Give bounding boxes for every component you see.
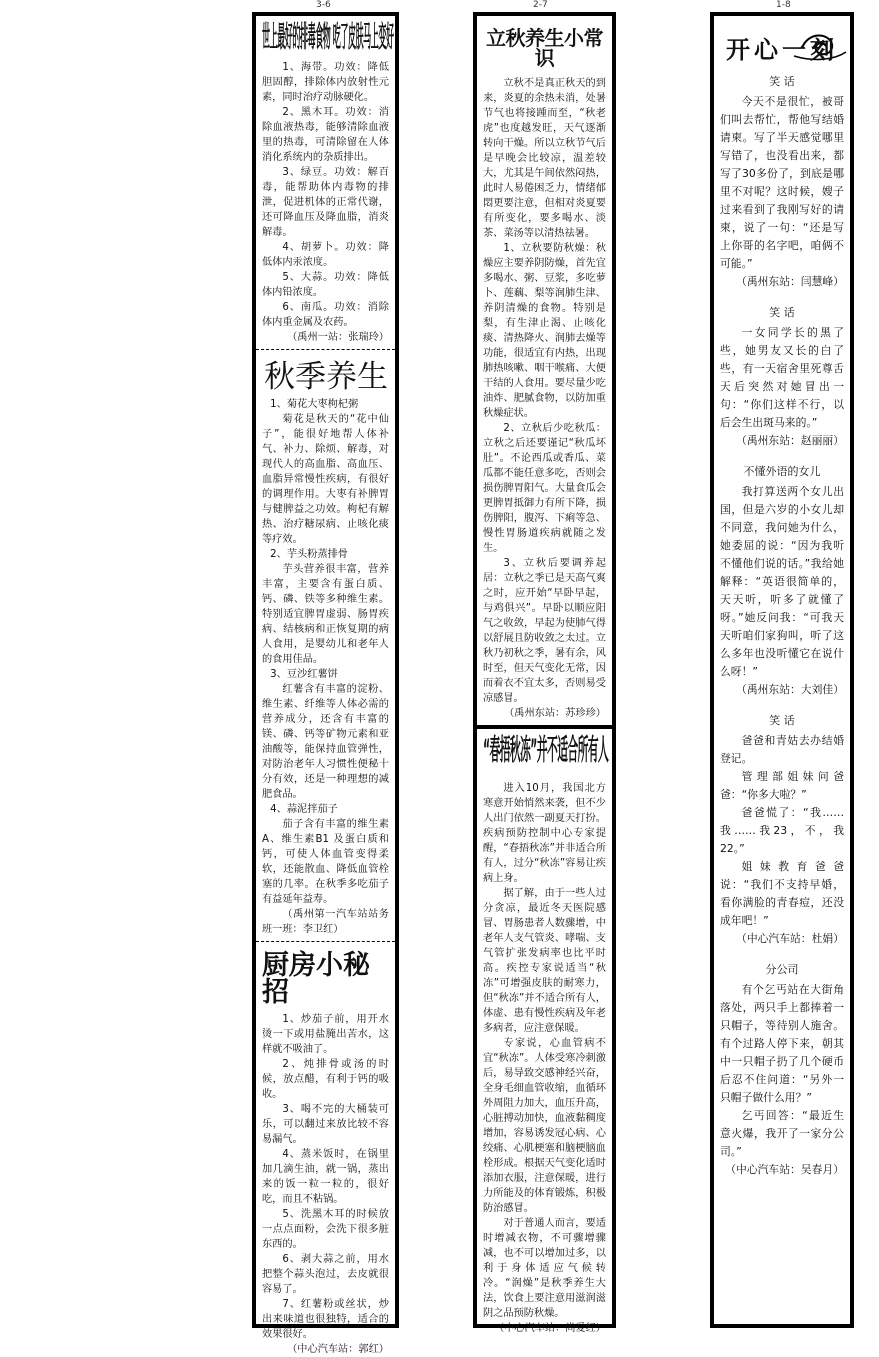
paragraph: 4、胡萝卜。功效：降低体内汞浓度。 xyxy=(262,242,389,268)
paragraph: 4、蒸米饭时，在锅里加几滴生油，就一锅，蒸出来的饭一粒一粒的，很好吃，而且不粘锅。 xyxy=(262,1149,389,1205)
paragraph: 进入10月，我国北方寒意开始悄然来袭，但不少人出门依然一副夏天打扮。疾病预防控制中心专家提醒，“春捂秋冻”并非适合所有人，过分“秋冻”容易让疾病上身。 xyxy=(483,783,606,884)
paragraph: 7、红薯粉或丝状，炒出来味道也很独特，适合的效果很好。 xyxy=(262,1299,389,1340)
author-credit: （禹州东站：苏珍珍） xyxy=(504,708,606,719)
page-number-right: 1-8 xyxy=(776,0,791,10)
article-title: 世上最好的排毒食物 吃了皮肤马上变好 xyxy=(262,19,394,54)
paragraph: 6、剥大蒜之前，用水把整个蒜头泡过，去皮就很容易了。 xyxy=(262,1254,389,1295)
paragraph: 菊花是秋天的“花中仙子”，能很好地帮人体补气、补力、除烦、解毒，对现代人的高血脂、高血压、血脂异常慢性疾病，有很好的调理作用。大枣有补脾胃与健脾益之功效。枸杞有解热、治疗糖尿病、止咳化痰等疗效。 xyxy=(262,414,389,545)
author-credit: （中心汽车站：郭红） xyxy=(287,1344,389,1355)
paragraph: 1、炒茄子前，用开水烫一下或用盐腌出苦水，这样就不吸油了。 xyxy=(262,1014,389,1055)
section-divider xyxy=(476,725,613,729)
logo-text: 开心一刻 xyxy=(726,35,838,64)
paragraph: 3、立秋后要调养起居：立秋之季已是天高气爽之时，应开始“早卧早起，与鸡俱兴”。早卧以顺应阳气之收敛，早起为使肺气得以舒展且防收敛之太过。立秋乃初秋之季，暑有余，风时至，但天气变化无常，因而着衣不宜太多，否则易受凉感冒。 xyxy=(483,558,606,704)
article-autumn-tips xyxy=(477,16,612,721)
article-detox-foods xyxy=(256,16,395,345)
joke-5 xyxy=(720,962,844,1179)
joke-4 xyxy=(720,713,844,948)
paragraph: 我打算送两个女儿出国，但是六岁的小女儿却不同意，我问她为什么，她委屈的说：“因为我听不懂他们说的话。”我给她解释：“英语很简单的，天天听，听多了就懂了呀。”她反问我：“可我天天听咱们家狗叫，听了这么多年也没听懂它在说什么呀！” xyxy=(720,485,844,678)
paragraph: 芋头营养很丰富，营养丰富，主要含有蛋白质、钙、磷、铁等多种维生素。特别适宜脾胃虚弱、肠胃疾病、结核病和正恢复期的病人食用，是婴幼儿和老年人的食用佳品。 xyxy=(262,564,389,665)
paragraph: 据了解，由于一些人过分贪凉，最近冬天医院感冒、胃肠患者人数骤增，中老年人支气管炎、哮喘、支气管扩张发病率也比平时高。疾控专家说适当“秋冻”可增强皮肤的耐寒力，但“秋冻”并不适合所有人，体虚、患有慢性疾病及年老多病者，应注意保暖。 xyxy=(483,888,606,1034)
joke-2 xyxy=(720,305,844,450)
article-title: 秋季养生 xyxy=(264,359,388,395)
recipe-heading: 4、蒜泥拌茄子 xyxy=(270,804,338,815)
paragraph: 爸爸和青姑去办结婚登记。 xyxy=(720,734,844,765)
paragraph: 5、洗黑木耳的时候放一点点面粉，会洗下很多脏东西的。 xyxy=(262,1209,389,1250)
author-credit: （禹州东站：赵丽丽） xyxy=(736,434,844,447)
paragraph: 6、南瓜。功效：消除体内重金属及农药。 xyxy=(262,302,389,328)
article-spring-autumn xyxy=(477,731,612,1336)
paragraph: 5、大蒜。功效：降低体内铅浓度。 xyxy=(262,272,389,298)
author-credit: （禹州东站：大刘佳） xyxy=(736,683,844,696)
paragraph: 3、喝不完的大桶装可乐，可以翻过来放比较不容易漏气。 xyxy=(262,1104,389,1145)
paragraph: 姐妹教育爸爸说：“我们不支持早婚，看你满脸的青春痘，还没成年吧！” xyxy=(720,860,844,927)
article-kitchen-tips xyxy=(256,944,395,1357)
author-credit: （禹州第一汽车站站务班一班：李卫红） xyxy=(262,909,389,935)
paragraph: 茄子含有丰富的维生素A、维生素B1 及蛋白质和钙，可使人体血管变得柔软，还能散血、降低血管栓塞的几率。在秋季多吃茄子有益延年益寿。 xyxy=(262,819,389,905)
author-credit: （中心汽车站：吴春月） xyxy=(725,1163,844,1176)
section-divider xyxy=(256,349,395,350)
article-title: 厨房小秘招 xyxy=(262,950,370,1008)
paragraph: 红薯含有丰富的淀粉、维生素、纤维等人体必需的营养成分，还含有丰富的镁、磷、钙等矿物元素和亚油酸等，能保持血管弹性，对防治老年人习惯性便秘十分有效，还是一种理想的减肥食品。 xyxy=(262,684,389,800)
paragraph: 今天不是很忙，被哥们叫去帮忙，帮他写结婚请柬。写了半天感觉哪里写错了，也没看出来，都写了30多份了，到底是哪里不对呢？这时候，嫂子过来看到了我刚写好的请柬，说了一句：“还是写上你哥的名字吧，咱俩不可能。” xyxy=(720,95,844,270)
paragraph: 乞丐回答：“最近生意火爆，我开了一家分公司。” xyxy=(720,1109,844,1158)
author-credit: （中心汽车站：尚爱红） xyxy=(493,1323,606,1334)
paragraph: 2、立秋后少吃秋瓜：立秋之后还要谨记“秋瓜坏肚”。不论西瓜或香瓜、菜瓜都不能任意多吃，否则会损伤脾胃阳气。大量食瓜会更脾胃抵御力有所下降，损伤脾阳，腹泻、下痢等急、慢性胃肠道疾病就随之发生。 xyxy=(483,423,606,554)
paragraph: 专家说，心血管病不宜“秋冻”。人体受寒冷刺激后，易导致交感神经兴奋，全身毛细血管收缩，血循环外周阻力加大，血压升高，心脏搏动加快，血液黏稠度增加，容易诱发冠心病、心绞痛、心肌梗塞和脑梗脑血栓形成。根据天气变化适时添加衣服，注意保暖，进行力所能及的体育锻炼，积极防治感冒。 xyxy=(483,1038,606,1214)
page-number-middle: 2-7 xyxy=(533,0,548,10)
page-number-left: 3-6 xyxy=(316,0,331,10)
paragraph: 1、立秋要防秋燥：秋燥应主要养阴防燥，首先宜多喝水、粥、豆浆，多吃萝卜、莲藕、梨等润肺生津、养阴清燥的食物。特别是梨，有生津止渴、止咳化痰、清热降火、润肺去燥等功能，很适宜有内热，出现肺热咳嗽、咽干喉痛、大便干结的人食用。要尽量少吃油炸、肥腻食物，以防加重秋燥症状。 xyxy=(483,243,606,419)
paragraph: 2、炖排骨或汤的时候，放点醋，有利于钙的吸收。 xyxy=(262,1059,389,1100)
joke-title: 笑 话 xyxy=(769,75,795,88)
joke-title: 笑 话 xyxy=(769,714,795,727)
article-title: “春捂秋冻”并不适合所有人 xyxy=(483,733,609,768)
column-middle xyxy=(473,12,616,1334)
article-autumn-health xyxy=(256,352,395,937)
author-credit: （中心汽车站：杜娟） xyxy=(736,932,844,945)
joke-1 xyxy=(720,74,844,291)
paragraph: 2、黑木耳。功效：消除血液热毒，能够清除血液里的热毒，可清除留在人体消化系统内的杂质排出。 xyxy=(262,107,389,163)
joke-title: 笑 话 xyxy=(769,306,795,319)
joke-title: 不懂外语的女儿 xyxy=(743,465,821,478)
recipe-heading: 1、菊花大枣枸杞粥 xyxy=(270,399,359,410)
paragraph: 3、绿豆。功效：解百毒，能帮助体内毒物的排泄，促进机体的正常代谢，还可降血压及降血脂，消炎解毒。 xyxy=(262,167,389,238)
author-credit: （禹州东站：闫慧峰） xyxy=(736,275,844,288)
paragraph: 有个乞丐站在大街角落处，两只手上都捧着一只帽子，等待别人施舍。有个过路人停下来，朝其中一只帽子扔了几个硬币后忍不住问道：“另外一只帽子做什么用？” xyxy=(720,983,844,1104)
recipe-heading: 2、芋头粉蒸排骨 xyxy=(270,549,348,560)
section-divider xyxy=(256,941,395,942)
joke-title: 分公司 xyxy=(765,963,799,976)
column-left xyxy=(252,12,399,1355)
paragraph: 爸爸慌了：“我……我……我23，不，我22。” xyxy=(720,806,844,855)
happy-moment-logo xyxy=(724,26,844,66)
paragraph: 立秋不是真正秋天的到来，炎夏的余热未消，处暑节气也将接踵而至，“秋老虎”也度越发旺，天气逐渐转向干燥。所以立秋节气后是早晚会比较凉，温差较大，尤其是午间依然闷热，此时人易倦困乏力，情绪郁悶更要注意，但相对炎夏要有所变化，要多喝水、淡茶、菜汤等以清热祛暑。 xyxy=(483,78,606,239)
paragraph: 对于普通人而言，要适时增减衣物，不可骤增骤减，也不可以增加过多，以利于身体适应气候转冷。“润燥”是秋季养生大法，饮食上要注意用滋润滋阴之品预防秋燥。 xyxy=(483,1218,606,1319)
joke-3 xyxy=(720,464,844,699)
recipe-heading: 3、豆沙红薯饼 xyxy=(270,669,338,680)
paragraph: 管理部姐妹问爸爸：“你多大啦？” xyxy=(720,770,844,801)
article-title: 立秋养生小常识 xyxy=(486,26,603,70)
paragraph: 一女同学长的黑了些，她男友又长的白了些，有一天宿舍里死尊舌天后突然对她冒出一句：“你们这样不行，以后会生出斑马来的。” xyxy=(720,326,844,429)
author-credit: （禹州一站：张瑞玲） xyxy=(287,332,389,343)
column-right xyxy=(710,12,854,1328)
paragraph: 1、海带。功效：降低胆固醇，排除体内放射性元素，同时治疗动脉硬化。 xyxy=(262,62,389,103)
